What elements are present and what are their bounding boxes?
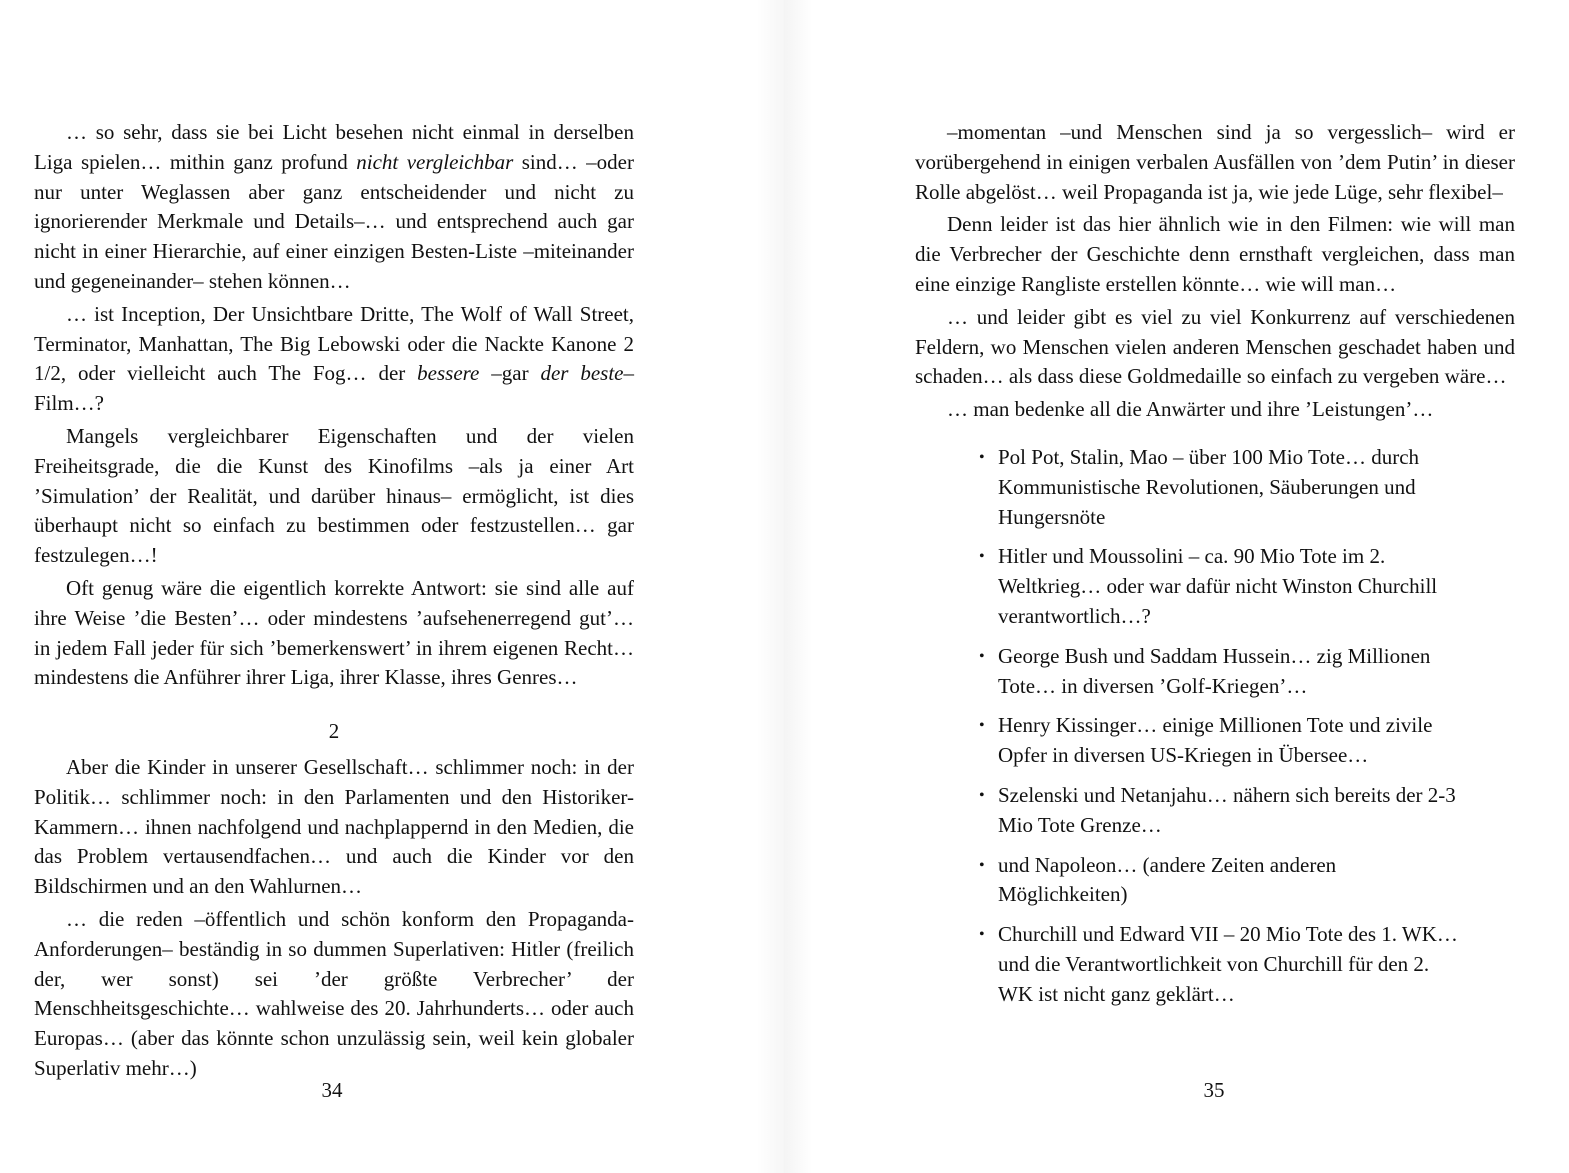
list-item — [979, 443, 1458, 532]
bullet-icon: • — [979, 717, 985, 735]
paragraph — [34, 905, 634, 1084]
paragraph — [34, 300, 634, 419]
text-segment: Denn leider ist das hier ähnlich wie in den Filmen: wie will man die Verbrecher der Geschichte denn ernsthaft vergleichen, dass man eine einzige Rangliste erstellen könnte… wie will man… — [915, 212, 1515, 296]
list-item-text: George Bush und Saddam Hussein… zig Millionen Tote… in diversen ’Golf-Kriegen’… — [998, 643, 1431, 698]
perpetrator-list — [915, 443, 1515, 1010]
text-segment: … ist Inception, Der Unsichtbare Dritte, The Wolf of Wall Street, Terminator, Manhattan, The Big Lebowski oder die Nackte Kanone 2 1/2, oder vielleicht auch The Fog… der — [34, 301, 634, 386]
paragraph — [915, 303, 1515, 392]
paragraph — [34, 753, 634, 902]
paragraph — [34, 118, 634, 297]
bullet-icon: • — [979, 647, 985, 665]
list-item — [979, 851, 1458, 911]
italic-text: nicht vergleichbar — [356, 149, 514, 174]
list-item — [979, 920, 1458, 1009]
list-item-text: Henry Kissinger… einige Millionen Tote und zivile Opfer in diversen US-Kriegen in Übersee… — [998, 713, 1433, 768]
page-number-right: 35 — [1203, 1078, 1225, 1102]
text-segment: Mangels vergleichbarer Eigenschaften und der vielen Freiheitsgrade, die die Kunst des Kinofilms –als ja einer Art ’Simulation’ der Realität, und darüber hinaus– ermöglicht, ist dies überhaupt nicht so einfach zu bestimmen oder festzustellen… gar festzulegen…! — [34, 423, 634, 568]
paragraph — [915, 118, 1515, 207]
text-segment: –momentan –und Menschen sind ja so vergesslich– wird er vorübergehend in einigen verbalen Ausfällen von ’dem Putin’ in dieser Rolle abgelöst… weil Propaganda ist ja, wie jede Lüge, sehr flexibel– — [915, 120, 1515, 204]
paragraph — [34, 422, 634, 571]
page-number-left: 34 — [321, 1078, 343, 1102]
list-item-text: und Napoleon… (andere Zeiten anderen Möglichkeiten) — [998, 852, 1337, 907]
bullet-icon: • — [979, 548, 985, 566]
list-item — [979, 642, 1458, 702]
text-segment: … man bedenke all die Anwärter und ihre ’Leistungen’… — [947, 397, 1434, 422]
text-segment: Aber die Kinder in unserer Gesellschaft… schlimmer noch: in der Politik… schlimmer noch: in den Parlamenten und den Historiker-Kammern… ihnen nachfolgend und nachplappernd in den Medien, die das Problem vertausendfachen… und auch die Kinder vor den Bildschirmen und an den Wahlurnen… — [34, 754, 634, 899]
gutter-shadow-left — [756, 0, 784, 1173]
bullet-icon: • — [979, 926, 985, 944]
list-item-text: Hitler und Moussolini – ca. 90 Mio Tote im 2. Weltkrieg… oder war dafür nicht Winston Churchill verantwortlich…? — [998, 544, 1438, 628]
paragraph — [34, 574, 634, 693]
right-page-text — [915, 118, 1515, 1020]
section-number: 2 — [328, 719, 340, 744]
text-segment: – Film…? — [34, 361, 634, 416]
list-item — [979, 711, 1458, 771]
paragraph — [915, 395, 1515, 425]
right-paragraphs — [915, 118, 1515, 425]
left-page-text — [34, 118, 634, 1087]
left-paragraphs — [34, 118, 634, 693]
list-item-text: Szelenski und Netanjahu… nähern sich bereits der 2-3 Mio Tote Grenze… — [998, 782, 1456, 837]
list-item-text: Churchill und Edward VII – 20 Mio Tote des 1. WK… und die Verantwortlichkeit von Churchill für den 2. WK ist nicht ganz geklärt… — [998, 922, 1458, 1006]
left-page — [0, 0, 784, 1173]
list-item — [979, 781, 1458, 841]
list-item-text: Pol Pot, Stalin, Mao – über 100 Mio Tote… durch Kommunistische Revolutionen, Säuberungen und Hungersnöte — [998, 444, 1420, 529]
text-segment: … und leider gibt es viel zu viel Konkurrenz auf verschiedenen Feldern, wo Menschen vielen anderen Menschen geschadet haben und schaden… als dass diese Goldmedaille so einfach zu vergeben wäre… — [915, 304, 1515, 389]
text-segment: … so sehr, dass sie bei Licht besehen nicht einmal in derselben Liga spielen… mithin ganz profund — [34, 120, 634, 174]
text-segment: … die reden –öffentlich und schön konform den Propaganda-Anforderungen– beständig in so dummen Superlativen: Hitler (freilich der, wer sonst) sei ’der größte Verbrecher’ der Menschheitsgeschichte… wahlweise des 20. Jahrhunderts… oder auch Europas… (aber das könnte schon unzulässig sein, weil kein globaler Superlativ mehr…) — [34, 906, 634, 1080]
gutter-shadow-right — [784, 0, 812, 1173]
italic-text: der beste — [540, 361, 624, 386]
bullet-icon: • — [979, 786, 985, 804]
bullet-icon: • — [979, 448, 985, 466]
text-segment: sind… –oder nur unter Weglassen aber ganz entscheidender und nicht zu ignorierender Merkmale und Details–… und entsprechend auch gar nicht in einer Hierarchie, auf einer einzigen Besten-Liste –miteinander und gegeneinander– stehen können… — [34, 149, 635, 293]
list-item — [979, 542, 1458, 631]
right-page — [784, 0, 1569, 1173]
text-segment: –gar — [479, 361, 541, 386]
paragraph — [915, 210, 1515, 299]
text-segment: Oft genug wäre die eigentlich korrekte Antwort: sie sind alle auf ihre Weise ’die Besten’… oder mindestens ’aufsehenerregend gut’… in jedem Fall jeder für sich ’bemerkenswert’ in ihrem eigenen Recht… mindestens die Anführer ihrer Liga, ihrer Klasse, ihres Genres… — [34, 575, 634, 690]
italic-text: bessere — [417, 361, 480, 386]
bullet-icon: • — [979, 856, 985, 874]
left-paragraphs-after-section — [34, 753, 634, 1084]
